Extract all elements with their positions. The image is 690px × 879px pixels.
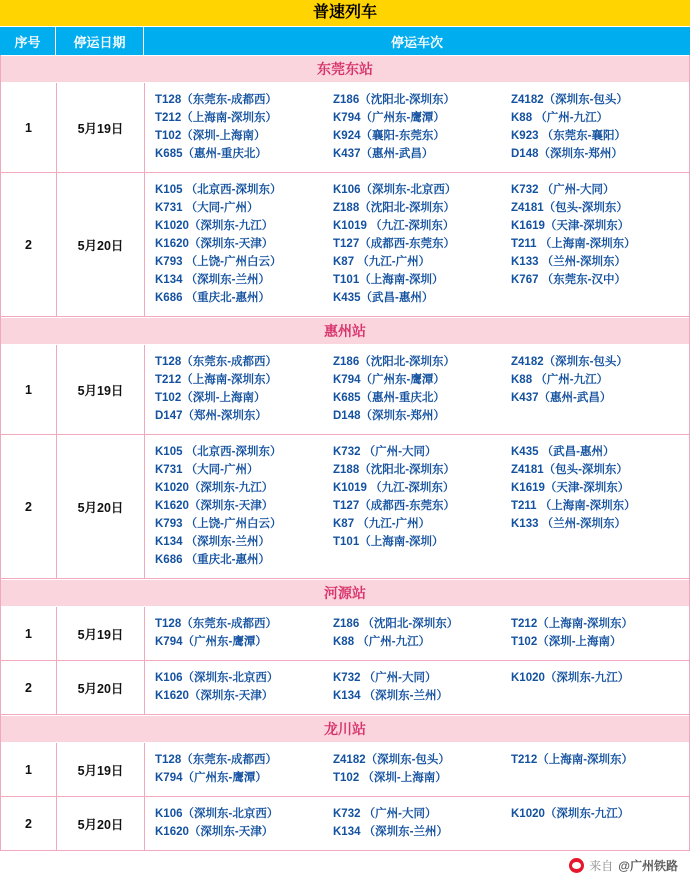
train-entry xyxy=(511,290,685,307)
row-index: 2 xyxy=(1,173,57,316)
row-trains xyxy=(145,607,689,660)
train-entry: T212（上海南-深圳东） xyxy=(511,754,634,766)
table-row xyxy=(1,173,689,317)
train-entry: T212（上海南-深圳东） xyxy=(155,374,278,386)
row-date: 5月20日 xyxy=(57,661,145,714)
train-entry: K1619（天津-深圳东） xyxy=(511,482,630,494)
train-entry: K1020（深圳东-九江） xyxy=(511,808,630,820)
train-entry: T102 （深圳-上海南） xyxy=(333,772,447,784)
station-band: 惠州站 xyxy=(1,317,689,345)
row-index: 2 xyxy=(1,661,57,714)
train-entry: K923 （东莞东-襄阳） xyxy=(511,130,627,142)
train-grid xyxy=(155,182,685,307)
sections-container xyxy=(0,55,690,851)
train-entry: K732 （广州-大同） xyxy=(511,184,615,196)
train-entry: K794（广州东-鹰潭） xyxy=(333,374,445,386)
train-entry: K793 （上饶-广州白云） xyxy=(155,518,282,530)
table-row xyxy=(1,797,689,851)
train-entry: T128（东莞东-成都西） xyxy=(155,618,278,630)
table-row xyxy=(1,743,689,797)
train-entry: K134 （深圳东-兰州） xyxy=(333,690,449,702)
train-entry: K1020（深圳东-九江） xyxy=(511,672,630,684)
train-entry: Z4181（包头-深圳东） xyxy=(511,464,628,476)
train-entry: T128（东莞东-成都西） xyxy=(155,356,278,368)
train-entry: T211 （上海南-深圳东） xyxy=(511,238,636,250)
train-grid xyxy=(155,670,685,705)
train-entry: K685（惠州-重庆北） xyxy=(155,148,267,160)
train-entry: K731 （大同-广州） xyxy=(155,202,259,214)
train-entry: K1620（深圳东-天津） xyxy=(155,826,274,838)
train-grid xyxy=(155,752,685,787)
train-entry: T127（成都西-东莞东） xyxy=(333,500,456,512)
train-entry xyxy=(511,408,685,425)
train-entry: K105 （北京西-深圳东） xyxy=(155,184,282,196)
train-entry: K794（广州东-鹰潭） xyxy=(155,772,267,784)
header-trains: 停运车次 xyxy=(390,34,443,50)
train-entry xyxy=(511,824,685,841)
train-entry: K133 （兰州-深圳东） xyxy=(511,518,627,530)
row-index: 1 xyxy=(1,83,57,172)
train-entry: T102（深圳-上海南） xyxy=(155,392,266,404)
station-band: 河源站 xyxy=(1,579,689,607)
train-entry: K88 （广州-九江） xyxy=(333,636,431,648)
train-entry: K437（惠州-武昌） xyxy=(511,392,612,404)
train-entry: Z4181（包头-深圳东） xyxy=(511,202,628,214)
row-date: 5月20日 xyxy=(57,797,145,850)
train-entry: T127（成都西-东莞东） xyxy=(333,238,456,250)
weibo-icon xyxy=(569,858,584,873)
row-index: 1 xyxy=(1,743,57,796)
train-entry: K106（深圳东-北京西） xyxy=(155,808,279,820)
train-entry xyxy=(511,534,685,551)
row-index: 1 xyxy=(1,607,57,660)
train-entry xyxy=(511,688,685,705)
train-entry: T101（上海南-深圳） xyxy=(333,536,444,548)
train-entry: K731 （大同-广州） xyxy=(155,464,259,476)
train-grid xyxy=(155,616,685,651)
train-entry: K1019 （九江-深圳东） xyxy=(333,482,455,494)
train-entry: T102（深圳-上海南） xyxy=(155,130,266,142)
train-entry xyxy=(333,552,507,569)
train-entry: T102（深圳-上海南） xyxy=(511,636,622,648)
row-date: 5月19日 xyxy=(57,743,145,796)
train-grid xyxy=(155,92,685,163)
train-entry: Z186（沈阳北-深圳东） xyxy=(333,94,456,106)
train-entry: K732 （广州-大同） xyxy=(333,808,437,820)
row-trains xyxy=(145,83,689,172)
train-entry: T212（上海南-深圳东） xyxy=(511,618,634,630)
train-entry: K87 （九江-广州） xyxy=(333,256,431,268)
page-title: 普速列车 xyxy=(0,0,690,27)
table-row xyxy=(1,345,689,435)
station-band: 东莞东站 xyxy=(1,55,689,83)
train-entry: D148（深圳东-郑州） xyxy=(333,410,445,422)
table-row xyxy=(1,661,689,715)
train-entry: Z186（沈阳北-深圳东） xyxy=(333,356,456,368)
train-entry: K88 （广州-九江） xyxy=(511,374,609,386)
train-entry: K767 （东莞东-汉中） xyxy=(511,274,627,286)
train-entry: K1620（深圳东-天津） xyxy=(155,238,274,250)
train-entry: K435 （武昌-惠州） xyxy=(511,446,615,458)
header-date: 停运日期 xyxy=(56,27,144,55)
footer-watermark xyxy=(0,851,690,879)
row-trains xyxy=(145,173,689,316)
station-band: 龙川站 xyxy=(1,715,689,743)
row-date: 5月19日 xyxy=(57,83,145,172)
train-entry: K88 （广州-九江） xyxy=(511,112,609,124)
table-row xyxy=(1,83,689,173)
train-entry: K1019 （九江-深圳东） xyxy=(333,220,455,232)
train-entry: T101（上海南-深圳） xyxy=(333,274,444,286)
train-entry: K685（惠州-重庆北） xyxy=(333,392,445,404)
row-trains xyxy=(145,345,689,434)
train-entry: K1020（深圳东-九江） xyxy=(155,220,274,232)
row-index: 1 xyxy=(1,345,57,434)
train-entry: K924（襄阳-东莞东） xyxy=(333,130,445,142)
train-grid xyxy=(155,444,685,569)
header-index: 序号 xyxy=(0,27,56,55)
train-entry: K1619（天津-深圳东） xyxy=(511,220,630,232)
train-entry: T128（东莞东-成都西） xyxy=(155,754,278,766)
train-entry: K732 （广州-大同） xyxy=(333,672,437,684)
row-trains xyxy=(145,797,689,850)
train-grid xyxy=(155,354,685,425)
train-entry: K134 （深圳东-兰州） xyxy=(333,826,449,838)
footer-prefix: 来自 xyxy=(589,858,614,873)
train-entry xyxy=(511,770,685,787)
train-entry: K794（广州东-鹰潭） xyxy=(155,636,267,648)
train-grid xyxy=(155,806,685,841)
row-trains xyxy=(145,435,689,578)
row-date: 5月20日 xyxy=(57,173,145,316)
train-entry: K686 （重庆北-惠州） xyxy=(155,292,271,304)
train-entry: T211 （上海南-深圳东） xyxy=(511,500,636,512)
row-date: 5月19日 xyxy=(57,607,145,660)
train-entry: K793 （上饶-广州白云） xyxy=(155,256,282,268)
table-row xyxy=(1,607,689,661)
train-entry: Z4182（深圳东-包头） xyxy=(511,94,628,106)
train-entry: K1620（深圳东-天津） xyxy=(155,690,274,702)
table-header xyxy=(0,27,690,55)
train-entry: K1020（深圳东-九江） xyxy=(155,482,274,494)
row-index: 2 xyxy=(1,797,57,850)
row-date: 5月19日 xyxy=(57,345,145,434)
train-entry: Z4182（深圳东-包头） xyxy=(333,754,450,766)
train-entry xyxy=(511,552,685,569)
train-entry: T128（东莞东-成都西） xyxy=(155,94,278,106)
train-entry: K437（惠州-武昌） xyxy=(333,148,434,160)
train-entry: D148（深圳东-郑州） xyxy=(511,148,623,160)
row-index: 2 xyxy=(1,435,57,578)
train-entry: K732 （广州-大同） xyxy=(333,446,437,458)
train-entry: K794（广州东-鹰潭） xyxy=(333,112,445,124)
train-entry: K435（武昌-惠州） xyxy=(333,292,434,304)
train-entry: K1620（深圳东-天津） xyxy=(155,500,274,512)
row-date: 5月20日 xyxy=(57,435,145,578)
train-entry: Z186 （沈阳北-深圳东） xyxy=(333,618,459,630)
train-entry: K686 （重庆北-惠州） xyxy=(155,554,271,566)
footer-handle[interactable]: @广州铁路 xyxy=(618,858,678,873)
train-entry: T212（上海南-深圳东） xyxy=(155,112,278,124)
train-entry: K134 （深圳东-兰州） xyxy=(155,536,271,548)
train-entry: Z188（沈阳北-深圳东） xyxy=(333,464,456,476)
train-entry: K106（深圳东-北京西） xyxy=(333,184,457,196)
train-entry: Z188（沈阳北-深圳东） xyxy=(333,202,456,214)
train-entry: D147（郑州-深圳东） xyxy=(155,410,267,422)
train-entry: K133 （兰州-深圳东） xyxy=(511,256,627,268)
row-trains xyxy=(145,661,689,714)
train-entry: K87 （九江-广州） xyxy=(333,518,431,530)
train-entry: K106（深圳东-北京西） xyxy=(155,672,279,684)
table-row xyxy=(1,435,689,579)
row-trains xyxy=(145,743,689,796)
train-entry: K134 （深圳东-兰州） xyxy=(155,274,271,286)
train-entry: K105 （北京西-深圳东） xyxy=(155,446,282,458)
train-entry: Z4182（深圳东-包头） xyxy=(511,356,628,368)
